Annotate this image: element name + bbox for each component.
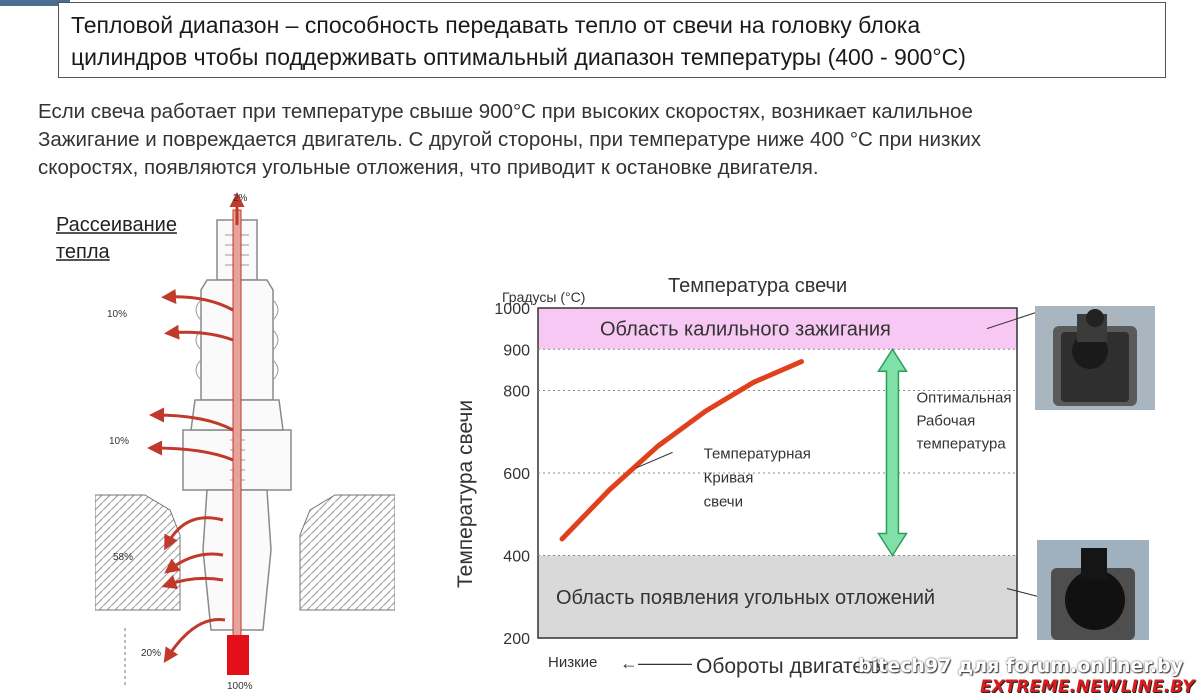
heat-label-line-1: Рассеивание xyxy=(56,214,177,236)
chart-title: Температура свечи xyxy=(668,275,848,297)
pct-c: 58% xyxy=(113,552,134,563)
region-label-0: Область калильного зажигания xyxy=(600,318,891,341)
x-axis-arrow: ←——— xyxy=(620,653,692,673)
pct-top: 2% xyxy=(233,193,248,204)
electrode-tip xyxy=(227,635,249,675)
y-tick-label-400: 400 xyxy=(503,548,530,566)
y-tick-label-900: 900 xyxy=(503,342,530,360)
watermark-site: EXTREME.NEWLINE.BY xyxy=(980,677,1195,697)
y-tick-label-200: 200 xyxy=(503,631,530,648)
y-tick-label-600: 600 xyxy=(503,466,530,483)
pct-bottom: 100% xyxy=(227,681,253,692)
watermark-forum: bitech97 для forum.onliner.by xyxy=(858,655,1184,677)
plug-photo-glow-ignition xyxy=(1035,306,1155,410)
title-line-1: Тепловой диапазон – способность передавать тепло от свечи на головку блока xyxy=(71,12,921,38)
intro-paragraph xyxy=(38,98,1178,182)
y-tick-label-800: 800 xyxy=(503,383,530,401)
heat-label-line-2: тепла xyxy=(56,241,110,263)
plot-area xyxy=(494,301,1039,648)
cylinder-head-left xyxy=(95,495,180,610)
title-line-2: цилиндров чтобы поддерживать оптимальный диапазон температуры (400 - 900°C) xyxy=(71,44,966,70)
pct-d: 20% xyxy=(141,648,162,659)
curve-label-line-2: свечи xyxy=(703,493,743,511)
intro-line-1: Если свеча работает при температуре свыше 900°C при высоких скоростях, возникает калильное xyxy=(38,100,973,123)
title-box xyxy=(58,2,1166,78)
cylinder-head-right xyxy=(300,495,395,610)
curve-label-line-0: Температурная xyxy=(703,445,811,463)
x-axis-low-label: Низкие xyxy=(548,654,598,671)
pct-b: 10% xyxy=(109,436,130,447)
temperature-chart xyxy=(440,270,1040,650)
intro-line-2: Зажигание и повреждается двигатель. С другой стороны, при температуре ниже 400 °C при низких xyxy=(38,128,982,151)
plug-photo-carbon-deposits xyxy=(1037,540,1149,640)
region-label-1: Область появления угольных отложений xyxy=(556,586,936,609)
y-unit-label: Градусы (°C) xyxy=(502,289,586,305)
x-axis-title: Обороты двигателя xyxy=(696,655,888,678)
optimal-range-arrow xyxy=(878,349,906,555)
y-axis-title: Температура свечи xyxy=(454,399,477,588)
curve-label-line-1: Кривая xyxy=(703,469,754,487)
pct-a: 10% xyxy=(107,309,128,320)
intro-line-3: скоростях, появляются угольные отложения, что приводит к остановке двигателя. xyxy=(38,156,819,179)
y-tick-label-1000: 1000 xyxy=(494,301,530,318)
optimal-label-line-0: Оптимальная xyxy=(916,389,1012,407)
center-electrode xyxy=(233,210,241,640)
optimal-label-line-2: температура xyxy=(916,435,1006,453)
spark-plug-diagram xyxy=(95,190,395,695)
optimal-label-line-1: Рабочая xyxy=(916,412,976,430)
